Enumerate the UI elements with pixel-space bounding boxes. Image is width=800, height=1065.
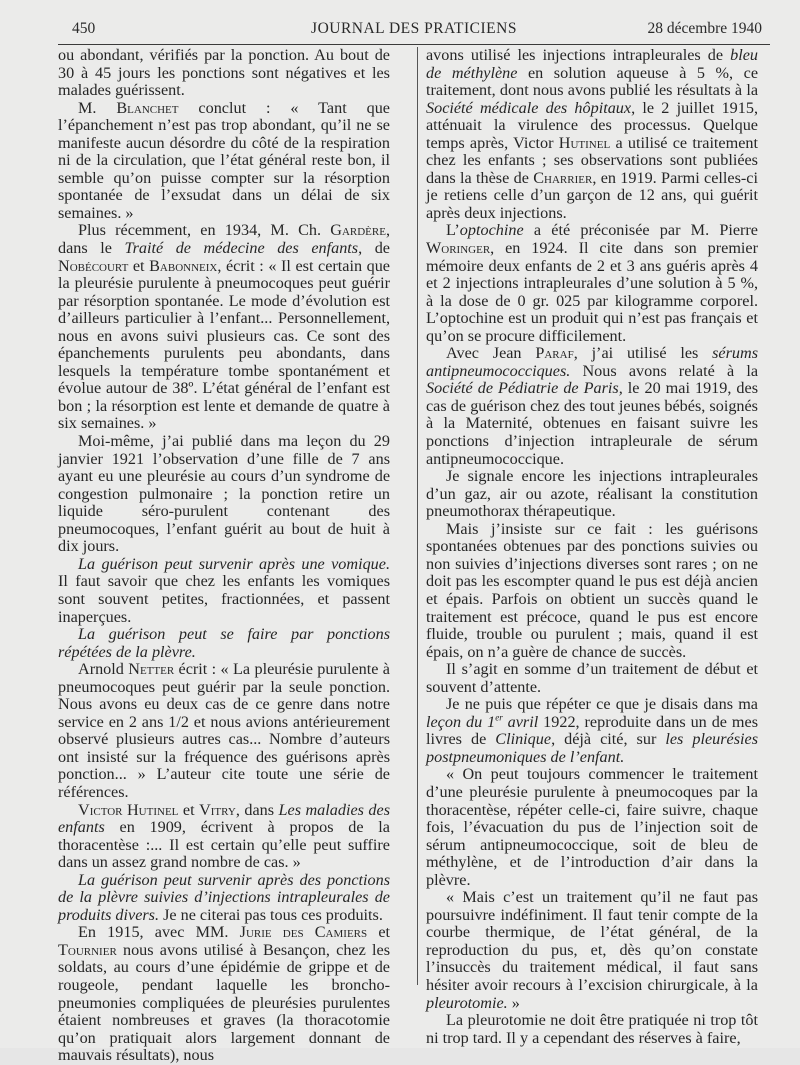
italic-heading: La guérison peut survenir après des ponctions de la plèvre suivies d’injections intrapleurales de produits divers. [58,870,390,924]
paragraph: avons utilisé les injections intrapleurales de bleu de méthylène en solution aqueuse à 5 %, ce traitement, dont nous avons publié les résultats à la Société médicale des hôpitaux, le 2 juillet 1915, atténuait la virulence des processus. Quelque temps après, Victor Hutinel a utilisé ce traitement chez les enfants ; ses observations sont publiées dans la thèse de Charrier, en 1919. Parmi celles-ci je retiens celle d’un garçon de 12 ans, qui guérit après deux injections. [426,46,758,222]
paragraph: Moi-même, j’ai publié dans ma leçon du 29 janvier 1921 l’observation d’une fille de 7 ans ayant eu une pleurésie au cours d’un syndrome de congestion pulmonaire ; la ponction retire un liquide séro-purulent contenant des pneumocoques, l’enfant guérit au bout de huit à dix jours. [58,432,390,556]
paragraph: Je ne puis que répéter ce que je disais dans ma leçon du 1er avril 1922, reproduite dans un de mes livres de Clinique, déjà cité, sur les pleurésies postpneumoniques de l’enfant. [426,695,759,766]
paragraph: Mais j’insiste sur ce fait : les guérisons spontanées obtenues par des ponctions suivies ou non suivies d’injections diverses sont rares ; on ne doit pas les escompter quand le pus est déjà ancien et épais. Parfois on obtient un succès quand le traitement est précoce, quand le pus est encore fluide, trouble ou purulent ; mais, quand il est épais, on n’a guère de chance de succès. [426,519,758,661]
paragraph: ou abondant, vérifiés par la ponction. Au bout de 30 à 45 jours les ponctions sont négatives et les malades guérissent. [58,46,390,100]
italic-heading: La guérison peut se faire par ponctions répétées de la plèvre. [58,625,390,661]
paragraph: M. Blanchet conclut : « Tant que l’épanchement n’est pas trop abondant, qu’il ne se manifeste aucun désordre du côté de la respiration ni de la circulation, que l’état général reste bon, il semble qu’on puisse compter sur la résorption spontanée de l’exsudat dans un délai de six semaines. » [58,98,390,222]
header-rule [58,44,770,45]
author-name: Tournier [58,940,117,959]
paragraph: Arnold Netter écrit : « La pleurésie purulente à pneumocoques peut guérir par la seule ponction. Nous avons eu deux cas de ce genre dans notre service en 2 ans 1/2 et nous avions antérieurement observé plusieurs autres cas... Nombre d’auteurs ont insisté sur la fréquence des guérisons après ponction... » L’auteur cite toute une série de références. [58,660,390,801]
page-number: 450 [72,20,96,37]
journal-title: JOURNAL DES PRATICIENS [311,20,517,37]
quotation-paragraph: « Mais c’est un traitement qu’il ne faut pas poursuivre indéfiniment. Il faut tenir compte de la courbe thermique, de l’état général, de la reproduction du pus, et, dès qu’on constate l’insuccès du traitement médical, il faut sans hésiter avoir recours à l’excision chirurgicale, à la pleurotomie. » [426,888,758,1012]
left-column [58,47,390,1065]
paragraph: Plus récemment, en 1934, M. Ch. Gardère, dans le Traité de médecine des enfants, de Nobécourt et Babonneix, écrit : « Il est certain que la pleurésie purulente à pneumocoques peut guérir par résorption spontanée. Le mode d’évolution est d’ailleurs particulier à l’enfant... Personnellement, nous en avons suivi plusieurs cas. Ce sont des épanchements purulents peu abondants, dans lesquels la température tombe spontanément et évolue autour de 38º. L’état général de l’enfant est bon ; la résorption est lente et demande de quatre à six semaines. » [58,221,390,433]
author-name: Jurie des Camiers [239,923,368,942]
author-name: Paraf [535,344,574,363]
paragraph: En 1915, avec MM. Jurie des Camiers et Tournier nous avons utilisé à Besançon, chez les soldats, au cours d’une épidémie de grippe et de rougeole, pendant laquelle les broncho-pneumonies compliquées de pleurésies purulentes étaient nombreuses et graves (la thoracotomie qu’on pratiquait alors largement donnant de mauvais résultats), nous [58,923,390,1065]
author-name: Victor Hutinel [78,800,179,819]
right-column [426,47,758,1047]
paragraph: Il s’agit en somme d’un traitement de début et souvent d’attente. [426,660,758,696]
paragraph: La pleurotomie ne doit être pratiquée ni trop tôt ni trop tard. Il y a cependant des réserves à faire, [426,1011,758,1047]
paragraph: Je signale encore les injections intrapleurales d’un gaz, air ou azote, réalisant la constitution pneumothorax thérapeutique. [426,467,758,521]
paragraph: Victor Hutinel et Vitry, dans Les maladies des enfants en 1909, écrivent à propos de la thoracentèse :... Il est certain qu’elle peut suffire dans un assez grand nombre de cas. » [58,800,391,872]
quotation-paragraph: « On peut toujours commencer le traitement d’une pleurésie purulente à pneumocoques par la thoracentèse, répéter celle-ci, faire suivre, chaque fois, l’évacuation du pus de l’injection soit de sérum antipneumococcique, soit de bleu de méthylène, et de l’introduction d’air dans la plèvre. [426,765,758,889]
paragraph [58,626,390,661]
author-name: Hutinel [558,133,611,152]
book-title: Traité de médecine des enfants [124,239,359,258]
author-name: Netter [128,660,175,679]
paragraph: La guérison peut survenir après des ponctions de la plèvre suivies d’injections intrapleurales de produits divers. Je ne citerai pas tous ces produits. [58,870,390,924]
paragraph: L’optochine a été préconisée par M. Pierre Woringer, en 1924. Il cite dans son premier mémoire deux enfants de 2 et 3 ans guéris après 4 et 2 injections intrapleurales d’une solution à 5 %, à la dose de 0 gr. 025 par kilogramme corporel. L’optochine est un produit qui n’est pas français et qu’on se procure difficilement. [426,221,758,345]
author-name: Blanchet [116,98,179,117]
author-name: Vitry [199,800,236,819]
running-header [58,18,770,40]
paragraph: La guérison peut survenir après une vomique. Il faut savoir que chez les enfants les vomiques sont souvent petites, fractionnées, et passent inaperçues. [58,554,390,626]
author-name: Babonneix [149,256,218,275]
book-title: Les maladies des enfants [58,800,391,837]
column-divider [417,47,418,985]
issue-date: 28 décembre 1940 [647,20,762,37]
italic-heading: La guérison peut survenir après une vomique. [78,554,390,573]
paragraph: Avec Jean Paraf, j’ai utilisé les sérums antipneumococciques. Nous avons relaté à la Société de Pédiatrie de Paris, le 20 mai 1919, des cas de guérison chez des tout jeunes bébés, soignés à la Maternité, obtenues en faisant suivre les ponctions d’injection intrapleurale de sérum antipneumococcique. [426,344,758,468]
author-name: Gardère [330,221,386,240]
author-name: Charrier [533,168,593,187]
author-name: Nobécourt [58,256,129,275]
author-name: Woringer [426,239,491,258]
